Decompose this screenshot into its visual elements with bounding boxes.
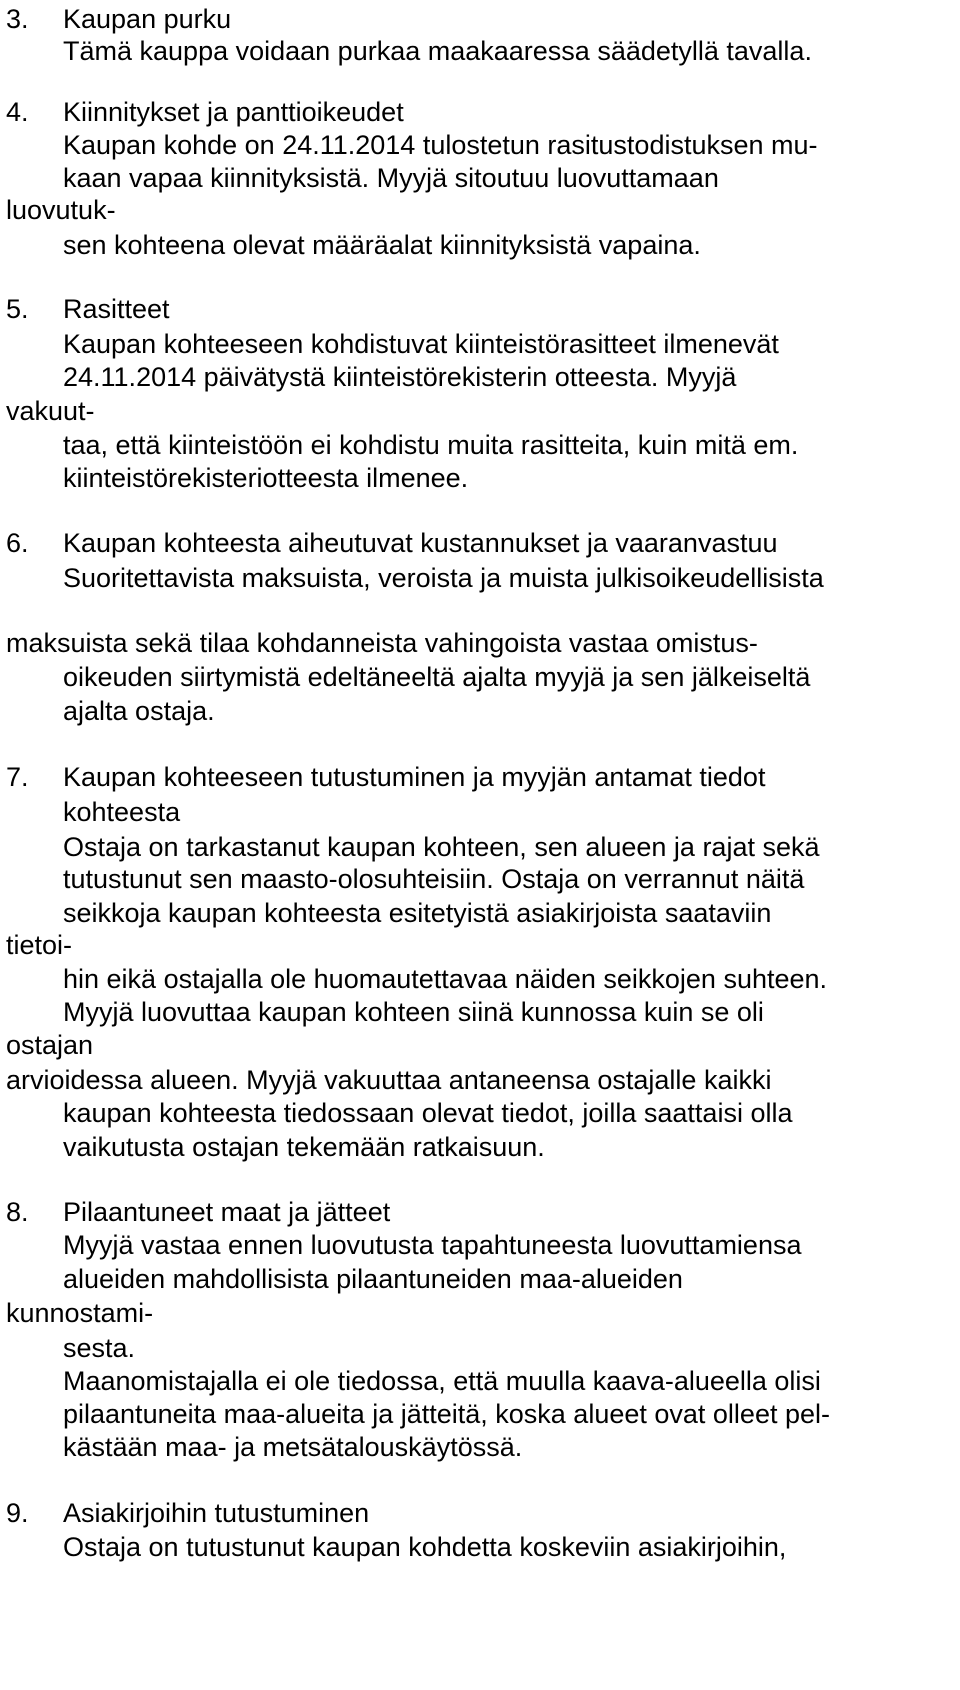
section-3-heading: Kaupan purku <box>63 4 232 34</box>
section-4-line: kaan vapaa kiinnityksistä. Myyjä sitoutuu luovuttamaan <box>63 163 719 193</box>
section-5-line: taa, että kiinteistöön ei kohdistu muita rasitteita, kuin mitä em. <box>63 430 799 460</box>
section-8-line: kästään maa- ja metsätalouskäytössä. <box>63 1432 523 1462</box>
section-7-line: Myyjä luovuttaa kaupan kohteen siinä kunnossa kuin se oli <box>63 997 764 1027</box>
section-7-heading: Kaupan kohteeseen tutustuminen ja myyjän antamat tiedot <box>63 762 766 792</box>
section-8-line: sesta. <box>63 1333 136 1363</box>
section-6-line: ajalta ostaja. <box>63 696 215 726</box>
section-7-number: 7. <box>6 762 29 792</box>
section-6-line: Suoritettavista maksuista, veroista ja muista julkisoikeudellisista <box>63 563 824 593</box>
section-4-line: luovutuk- <box>6 195 116 225</box>
section-3-number: 3. <box>6 4 29 34</box>
section-7-line: hin eikä ostajalla ole huomautettavaa näiden seikkojen suhteen. <box>63 964 828 994</box>
section-8-line: Maanomistajalla ei ole tiedossa, että muulla kaava-alueella olisi <box>63 1366 821 1396</box>
section-8-line: pilaantuneita maa-alueita ja jätteitä, koska alueet ovat olleet pel- <box>63 1399 830 1429</box>
section-7-line: arvioidessa alueen. Myyjä vakuuttaa antaneensa ostajalle kaikki <box>6 1065 772 1095</box>
section-6-number: 6. <box>6 528 29 558</box>
section-7-line: kaupan kohteesta tiedossaan olevat tiedot, joilla saattaisi olla <box>63 1098 793 1128</box>
section-7-line: kohteesta <box>63 797 181 827</box>
section-3-line: Tämä kauppa voidaan purkaa maakaaressa säädetyllä tavalla. <box>63 36 812 66</box>
section-5-line: Kaupan kohteeseen kohdistuvat kiinteistörasitteet ilmenevät <box>63 329 779 359</box>
section-4-line: Kaupan kohde on 24.11.2014 tulostetun rasitustodistuksen mu- <box>63 130 818 160</box>
section-7-line: vaikutusta ostajan tekemään ratkaisuun. <box>63 1132 545 1162</box>
section-4-number: 4. <box>6 97 29 127</box>
section-5-number: 5. <box>6 294 29 324</box>
section-9-number: 9. <box>6 1498 29 1528</box>
section-6-line: maksuista sekä tilaa kohdanneista vahingoista vastaa omistus- <box>6 628 758 658</box>
section-8-number: 8. <box>6 1197 29 1227</box>
section-6-line: oikeuden siirtymistä edeltäneeltä ajalta myyjä ja sen jälkeiseltä <box>63 662 811 692</box>
section-9-heading: Asiakirjoihin tutustuminen <box>63 1498 370 1528</box>
section-9-line: Ostaja on tutustunut kaupan kohdetta koskeviin asiakirjoihin, <box>63 1532 787 1562</box>
section-5-line: vakuut- <box>6 396 95 426</box>
section-4-line: sen kohteena olevat määräalat kiinnityksistä vapaina. <box>63 230 701 260</box>
section-8-heading: Pilaantuneet maat ja jätteet <box>63 1197 391 1227</box>
section-5-heading: Rasitteet <box>63 294 170 324</box>
section-7-line: Ostaja on tarkastanut kaupan kohteen, sen alueen ja rajat sekä <box>63 832 820 862</box>
section-7-line: tietoi- <box>6 930 73 960</box>
section-7-line: seikkoja kaupan kohteesta esitetyistä asiakirjoista saataviin <box>63 898 772 928</box>
section-7-line: ostajan <box>6 1030 94 1060</box>
section-6-heading: Kaupan kohteesta aiheutuvat kustannukset ja vaaranvastuu <box>63 528 778 558</box>
section-7-line: tutustunut sen maasto-olosuhteisiin. Ostaja on verrannut näitä <box>63 864 805 894</box>
section-5-line: 24.11.2014 päivätystä kiinteistörekisterin otteesta. Myyjä <box>63 362 737 392</box>
section-5-line: kiinteistörekisteriotteesta ilmenee. <box>63 463 469 493</box>
section-8-line: kunnostami- <box>6 1298 154 1328</box>
section-8-line: alueiden mahdollisista pilaantuneiden maa-alueiden <box>63 1264 683 1294</box>
section-8-line: Myyjä vastaa ennen luovutusta tapahtuneesta luovuttamiensa <box>63 1230 802 1260</box>
section-4-heading: Kiinnitykset ja panttioikeudet <box>63 97 404 127</box>
